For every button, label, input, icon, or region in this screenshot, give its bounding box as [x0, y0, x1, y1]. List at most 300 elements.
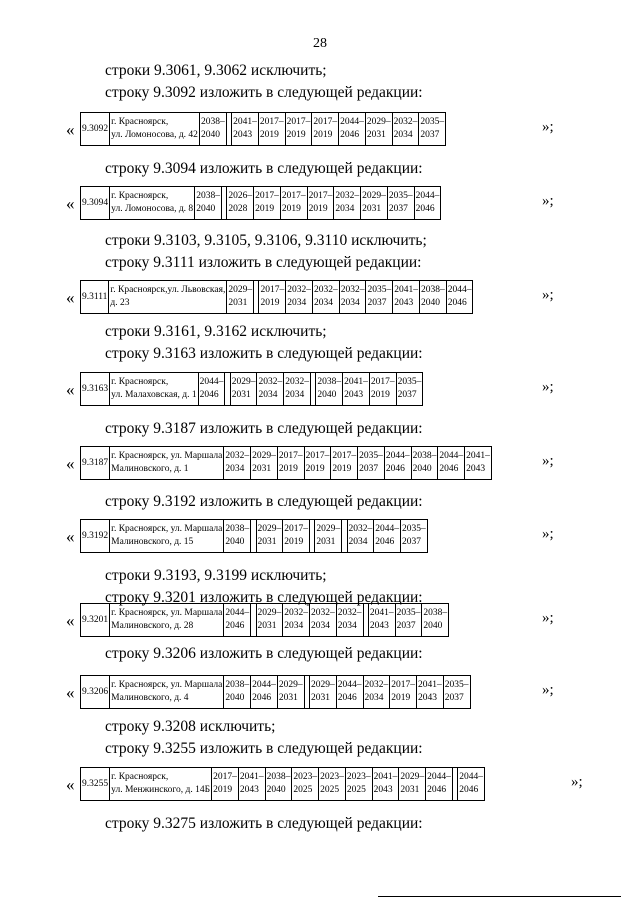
year-to: 2034 — [287, 298, 307, 308]
row-number-cell: 9.3094 — [81, 187, 110, 220]
year-to: 2043 — [394, 298, 414, 308]
row-number-cell: 9.3163 — [81, 373, 110, 406]
year-range-cell — [285, 113, 312, 146]
year-from: 2035– — [388, 191, 413, 201]
year-from: 2038– — [423, 608, 448, 618]
year-range-cell — [395, 604, 422, 637]
year-to: 2019 — [286, 130, 306, 140]
address-cell — [110, 520, 224, 553]
year-range-cell — [345, 768, 372, 801]
year-from: 2017– — [284, 524, 309, 534]
year-to — [223, 203, 225, 216]
year-from: 2017– — [213, 772, 237, 782]
instruction-line: строку 9.3192 изложить в следующей редакции: — [105, 493, 423, 510]
address-line-1: г. Красноярск, — [111, 191, 169, 201]
instruction-line: строку 9.3206 изложить в следующей редакции: — [105, 645, 423, 662]
address-line-1: г. Красноярск, ул. Маршала — [111, 451, 223, 461]
row-number-cell: 9.3111 — [81, 281, 109, 314]
address-line-1: г. Красноярск,ул. Львовская, — [110, 285, 226, 295]
address-cell — [110, 187, 195, 220]
address-cell — [110, 768, 212, 801]
year-from — [454, 771, 456, 784]
year-to: 2040 — [420, 298, 440, 308]
year-range-cell — [280, 187, 307, 220]
year-range-cell — [331, 447, 358, 480]
year-range-cell — [199, 113, 226, 146]
year-range-cell — [339, 113, 366, 146]
year-range-cell — [358, 447, 385, 480]
year-from: 2044– — [375, 524, 400, 534]
close-quote: »; — [542, 119, 554, 135]
year-range-cell — [396, 373, 423, 406]
year-range-cell — [319, 768, 346, 801]
year-to: 2046 — [252, 693, 272, 703]
year-to — [454, 784, 456, 797]
year-range-cell — [361, 187, 388, 220]
year-range-cell — [374, 520, 401, 553]
year-from: 2029– — [366, 117, 391, 127]
year-from: 2017– — [281, 191, 306, 201]
year-from: 2029– — [400, 772, 425, 782]
year-range-cell — [446, 281, 473, 314]
year-range-cell — [257, 373, 284, 406]
year-from: 2017– — [313, 117, 338, 127]
year-to: 2019 — [284, 537, 304, 547]
year-range-cell — [315, 520, 342, 553]
year-range-cell — [265, 768, 292, 801]
year-to: 2040 — [200, 130, 220, 140]
year-from: 2029– — [228, 285, 253, 295]
year-to: 2037 — [444, 693, 464, 703]
year-to: 2031 — [228, 298, 248, 308]
address-cell — [110, 604, 224, 637]
year-from: 2017– — [305, 451, 330, 461]
year-to: 2025 — [293, 785, 313, 795]
year-to: 2019 — [255, 204, 275, 214]
year-from: 2041– — [373, 772, 398, 782]
address-line-2: Малиновского, д. 1 — [111, 464, 189, 474]
year-to: 2040 — [412, 464, 432, 474]
year-from: 2023– — [320, 772, 344, 782]
year-range-cell — [224, 520, 251, 553]
address-cell — [110, 113, 200, 146]
year-from: 2017– — [370, 377, 395, 387]
year-to — [255, 297, 257, 310]
instruction-line: строку 9.3092 изложить в следующей редакции: — [105, 84, 423, 101]
instruction-line: строку 9.3094 изложить в следующей редакции: — [105, 160, 423, 177]
open-quote: « — [66, 683, 75, 702]
year-to: 2019 — [308, 204, 328, 214]
year-to: 2019 — [332, 464, 352, 474]
year-from: 2029– — [257, 608, 282, 618]
address-line-2: ул. Ломоносова, д. 42 — [111, 130, 198, 140]
year-from: 2035– — [367, 285, 392, 295]
instruction-line: строку 9.3187 изложить в следующей редакции: — [105, 420, 423, 437]
year-from: 2029– — [311, 680, 335, 690]
row-number-cell: 9.3255 — [81, 768, 110, 801]
year-from — [228, 116, 230, 129]
year-range-cell — [277, 447, 304, 480]
schedule-table — [80, 186, 441, 220]
year-range-cell — [417, 676, 444, 709]
address-line-1: г. Красноярск, — [111, 117, 169, 127]
year-from — [311, 523, 313, 536]
year-to: 2019 — [278, 464, 298, 474]
year-from: 2038– — [266, 772, 291, 782]
year-range-cell — [399, 768, 426, 801]
year-range-cell — [365, 113, 392, 146]
year-from — [343, 523, 345, 536]
open-quote: « — [66, 454, 75, 473]
year-range-cell — [368, 604, 395, 637]
year-from: 2032– — [335, 191, 360, 201]
year-to: 2031 — [257, 621, 277, 631]
year-from: 2044– — [340, 117, 364, 127]
year-from: 2017– — [286, 117, 311, 127]
year-range-cell — [387, 187, 414, 220]
year-to: 2019 — [370, 390, 390, 400]
year-to: 2037 — [367, 298, 387, 308]
address-line-1: г. Красноярск, ул. Маршала — [111, 524, 223, 534]
footer-rule — [378, 896, 621, 897]
open-quote: « — [66, 288, 75, 307]
year-from: 2029– — [278, 680, 303, 690]
year-to: 2037 — [388, 204, 408, 214]
year-range-cell — [227, 187, 254, 220]
open-quote: « — [66, 775, 75, 794]
year-range-cell — [384, 447, 411, 480]
address-line-2: Малиновского, д. 28 — [111, 621, 194, 631]
year-from: 2035– — [420, 117, 445, 127]
year-from: 2017– — [260, 285, 285, 295]
instruction-line: строку 9.3163 изложить в следующей редакции: — [105, 345, 423, 362]
year-from: 2038– — [412, 451, 437, 461]
table-row — [81, 113, 446, 146]
year-range-cell — [419, 113, 446, 146]
address-line-1: г. Красноярск, — [111, 772, 169, 782]
year-to: 2037 — [396, 621, 416, 631]
year-to: 2043 — [466, 464, 486, 474]
year-to: 2019 — [260, 298, 280, 308]
year-from: 2044– — [225, 608, 250, 618]
open-quote: « — [66, 194, 75, 213]
year-from: 2038– — [225, 680, 250, 690]
year-to: 2031 — [316, 537, 336, 547]
year-from: 2035– — [397, 377, 422, 387]
instruction-line: строку 9.3111 изложить в следующей редакции: — [105, 254, 422, 271]
year-to: 2034 — [313, 298, 333, 308]
year-from: 2044– — [459, 772, 483, 782]
instruction-line: строку 9.3275 изложить в следующей редакции: — [105, 815, 423, 832]
year-from: 2029– — [257, 524, 282, 534]
year-range-cell — [366, 281, 393, 314]
year-to — [228, 129, 230, 142]
year-to: 2025 — [346, 785, 366, 795]
row-number-cell: 9.3192 — [81, 520, 110, 553]
table-row — [81, 676, 471, 709]
year-from: 2032– — [258, 377, 283, 387]
year-to — [312, 389, 314, 402]
year-to: 2046 — [439, 464, 459, 474]
year-range-cell — [212, 768, 239, 801]
year-range-cell — [363, 676, 390, 709]
year-from: 2041– — [344, 377, 368, 387]
address-cell — [109, 281, 227, 314]
year-to: 2037 — [397, 390, 417, 400]
open-quote: « — [66, 527, 75, 546]
year-range-cell — [347, 520, 374, 553]
year-range-cell — [238, 768, 265, 801]
year-range-cell — [411, 447, 438, 480]
year-to: 2025 — [320, 785, 340, 795]
year-to: 2034 — [348, 537, 368, 547]
address-cell — [110, 373, 198, 406]
year-range-cell — [458, 768, 485, 801]
year-to: 2034 — [284, 621, 304, 631]
year-range-cell — [224, 447, 251, 480]
address-line-2: д. 23 — [110, 298, 130, 308]
year-range-cell — [283, 520, 310, 553]
year-range-cell — [443, 676, 470, 709]
table-row — [81, 373, 423, 406]
year-range-cell — [419, 281, 446, 314]
schedule-table — [80, 675, 471, 709]
address-line-2: ул. Менжинского, д. 14Б — [111, 785, 211, 795]
year-from: 2044– — [252, 680, 276, 690]
year-from: 2017– — [308, 191, 333, 201]
year-range-cell — [259, 281, 286, 314]
year-range-cell — [312, 113, 339, 146]
year-from: 2029– — [252, 451, 276, 461]
year-to: 2034 — [285, 390, 305, 400]
year-from: 2041– — [394, 285, 418, 295]
year-to: 2037 — [359, 464, 379, 474]
schedule-table — [80, 280, 473, 314]
year-from — [312, 376, 314, 389]
year-range-cell — [195, 187, 222, 220]
year-range-cell — [438, 447, 465, 480]
year-to: 2034 — [225, 464, 245, 474]
year-range-cell — [277, 676, 304, 709]
year-from: 2038– — [196, 191, 220, 201]
year-range-cell — [426, 768, 453, 801]
year-range-cell — [401, 520, 428, 553]
year-range-cell — [316, 373, 343, 406]
year-to: 2019 — [391, 693, 411, 703]
year-range-cell — [414, 187, 441, 220]
year-from: 2017– — [278, 451, 303, 461]
year-from: 2032– — [340, 285, 365, 295]
year-from: 2038– — [420, 285, 445, 295]
year-from: 2044– — [447, 285, 472, 295]
close-quote: »; — [542, 453, 554, 469]
year-from: 2032– — [364, 680, 389, 690]
address-line-1: г. Красноярск, ул. Маршала — [111, 680, 223, 690]
year-from: 2032– — [337, 608, 362, 618]
row-number-cell: 9.3206 — [81, 676, 110, 709]
address-line-2: ул. Малаховская, д. 1 — [111, 390, 197, 400]
year-from: 2041– — [466, 451, 490, 461]
year-to: 2040 — [225, 537, 245, 547]
row-number-cell: 9.3187 — [81, 447, 110, 480]
year-range-cell — [390, 676, 417, 709]
year-range-cell — [304, 447, 331, 480]
year-to — [311, 536, 313, 549]
year-to: 2046 — [340, 130, 360, 140]
year-to — [252, 620, 254, 633]
year-from: 2032– — [287, 285, 311, 295]
year-to: 2037 — [402, 537, 422, 547]
year-to: 2040 — [423, 621, 443, 631]
year-to: 2031 — [362, 204, 382, 214]
close-quote: »; — [542, 193, 554, 209]
year-from — [306, 679, 308, 692]
year-from: 2032– — [313, 285, 338, 295]
year-range-cell — [312, 281, 339, 314]
schedule-table — [80, 519, 428, 553]
year-to — [365, 620, 367, 633]
year-to: 2046 — [385, 464, 405, 474]
year-range-cell — [230, 373, 257, 406]
year-to: 2043 — [344, 390, 364, 400]
year-to — [252, 536, 254, 549]
year-to: 2034 — [393, 130, 413, 140]
year-to: 2019 — [281, 204, 301, 214]
year-from: 2032– — [393, 117, 418, 127]
year-to: 2031 — [252, 464, 272, 474]
row-number-cell: 9.3201 — [81, 604, 110, 637]
instruction-line: строку 9.3208 исключить; — [105, 718, 276, 735]
year-range-cell — [292, 768, 319, 801]
open-quote: « — [66, 611, 75, 630]
year-range-cell — [251, 676, 278, 709]
year-from: 2044– — [199, 377, 224, 387]
year-to: 2046 — [337, 693, 357, 703]
year-to — [343, 536, 345, 549]
year-to: 2031 — [311, 693, 331, 703]
row-number-cell: 9.3092 — [81, 113, 110, 146]
year-to: 2034 — [340, 298, 360, 308]
year-range-cell — [258, 113, 285, 146]
year-from: 2029– — [362, 191, 386, 201]
year-range-cell — [227, 281, 254, 314]
close-quote: »; — [542, 682, 554, 698]
year-from — [255, 284, 257, 297]
year-from: 2029– — [316, 524, 341, 534]
year-from: 2041– — [369, 608, 394, 618]
year-from: 2023– — [293, 772, 318, 782]
schedule-table — [80, 767, 485, 801]
year-to: 2046 — [225, 621, 245, 631]
year-to: 2019 — [305, 464, 325, 474]
year-from: 2044– — [439, 451, 464, 461]
open-quote: « — [66, 120, 75, 139]
year-to: 2040 — [196, 204, 216, 214]
instruction-line: строку 9.3255 изложить в следующей редакции: — [105, 740, 423, 757]
year-range-cell — [284, 373, 311, 406]
year-from: 2032– — [284, 608, 309, 618]
schedule-table — [80, 446, 492, 480]
year-range-cell — [232, 113, 259, 146]
year-from: 2026– — [228, 191, 253, 201]
year-from: 2023– — [346, 772, 371, 782]
year-range-cell — [369, 373, 396, 406]
year-from: 2035– — [396, 608, 421, 618]
year-range-cell — [307, 187, 334, 220]
table-row — [81, 187, 441, 220]
instruction-line: строки 9.3103, 9.3105, 9.3106, 9.3110 исключить; — [105, 232, 427, 249]
year-from: 2041– — [233, 117, 257, 127]
year-to: 2043 — [233, 130, 253, 140]
year-to: 2046 — [375, 537, 395, 547]
close-quote: »; — [542, 287, 554, 303]
page-number: 28 — [313, 36, 327, 51]
year-from: 2017– — [259, 117, 284, 127]
year-to: 2034 — [335, 204, 355, 214]
year-range-cell — [254, 187, 281, 220]
year-range-cell — [224, 604, 251, 637]
year-to: 2034 — [311, 621, 331, 631]
table-row — [81, 281, 473, 314]
year-to: 2034 — [337, 621, 357, 631]
year-range-cell — [336, 676, 363, 709]
year-from: 2038– — [225, 524, 250, 534]
year-to: 2019 — [313, 130, 333, 140]
year-from: 2035– — [359, 451, 383, 461]
schedule-table — [80, 372, 423, 406]
year-from: 2017– — [332, 451, 357, 461]
year-to: 2028 — [228, 204, 248, 214]
year-from: 2017– — [391, 680, 416, 690]
open-quote: « — [66, 380, 75, 399]
year-to — [226, 389, 228, 402]
year-range-cell — [339, 281, 366, 314]
year-from — [365, 607, 367, 620]
year-from: 2041– — [418, 680, 442, 690]
year-from: 2032– — [348, 524, 373, 534]
year-to: 2046 — [447, 298, 467, 308]
address-line-2: Малиновского, д. 15 — [111, 537, 194, 547]
year-range-cell — [198, 373, 225, 406]
year-range-cell — [283, 604, 310, 637]
address-line-2: Малиновского, д. 4 — [111, 693, 189, 703]
table-row — [81, 604, 449, 637]
year-from: 2041– — [239, 772, 264, 782]
address-cell — [110, 676, 224, 709]
instruction-line: строку 9.3201 изложить в следующей редакции: — [105, 589, 423, 606]
address-line-2: ул. Ломоносова, д. 8 — [111, 204, 194, 214]
year-from: 2044– — [415, 191, 440, 201]
year-range-cell — [372, 768, 399, 801]
year-to: 2040 — [317, 390, 337, 400]
year-from — [252, 607, 254, 620]
year-to: 2043 — [373, 785, 393, 795]
year-from: 2032– — [285, 377, 309, 387]
address-line-1: г. Красноярск, ул. Маршала — [111, 608, 223, 618]
close-quote: »; — [542, 610, 554, 626]
year-range-cell — [286, 281, 313, 314]
year-to: 2037 — [420, 130, 440, 140]
year-from: 2035– — [402, 524, 426, 534]
year-to: 2034 — [364, 693, 384, 703]
close-quote: »; — [571, 774, 583, 790]
year-range-cell — [422, 604, 449, 637]
year-to: 2031 — [366, 130, 386, 140]
year-to: 2046 — [427, 785, 447, 795]
year-to: 2031 — [400, 785, 420, 795]
year-to: 2043 — [369, 621, 389, 631]
close-quote: »; — [542, 379, 554, 395]
